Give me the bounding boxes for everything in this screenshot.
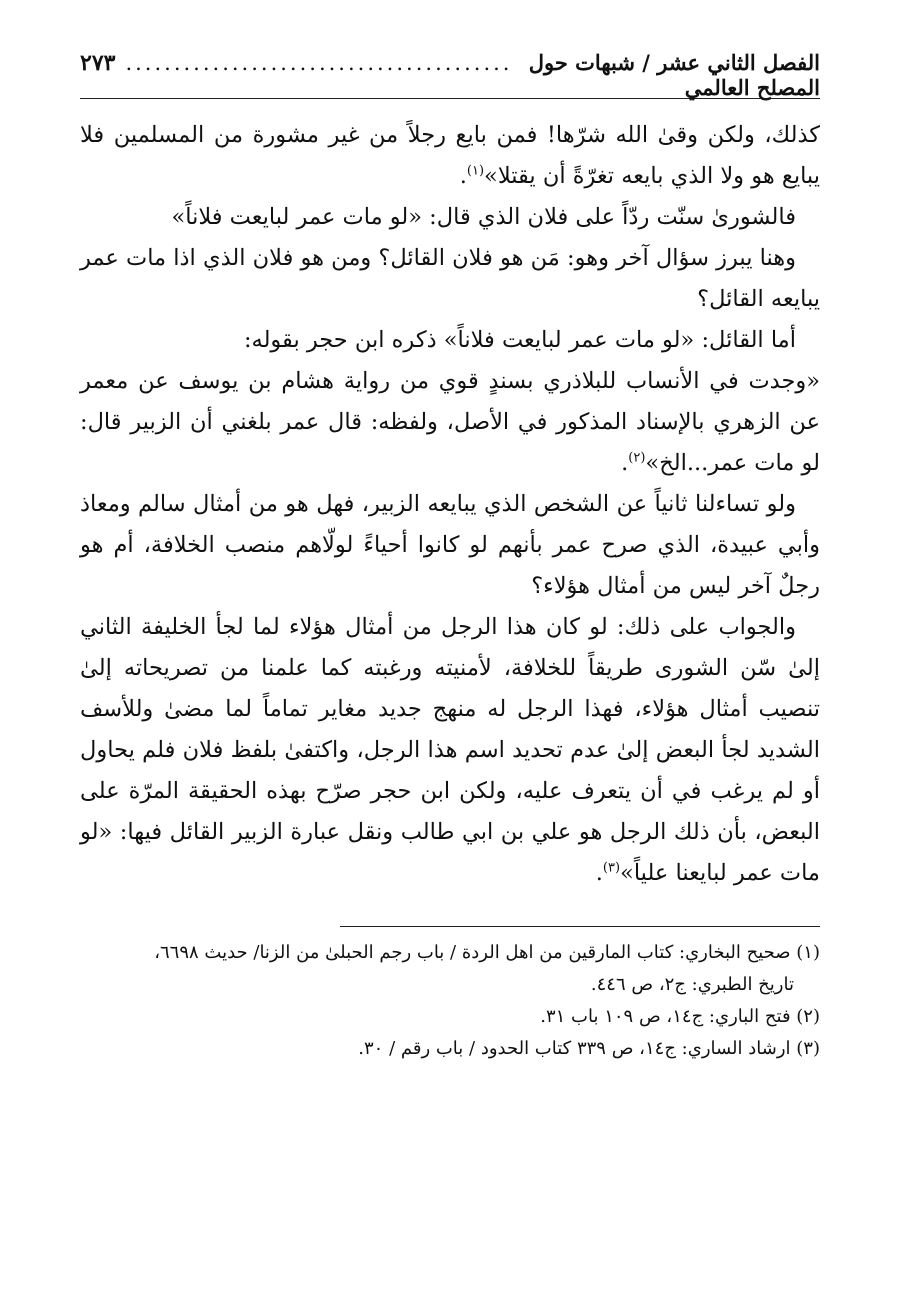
footnote-ref: (٣) xyxy=(602,860,621,876)
paragraph-text: ولو تساءلنا ثانياً عن الشخص الذي يبايعه الزبير، فهل هو من أمثال سالم ومعاذ وأبي عبيدة، الذي صرح عمر بأنهم لو كانوا أحياءً لولّاهم منصب الخلافة، أم هو رجلٌ آخر ليس من أمثال هؤلاء؟ xyxy=(80,491,820,599)
paragraph xyxy=(80,607,820,894)
paragraph-text: فالشورىٰ سنّت ردّاً على فلان الذي قال: «لو مات عمر لبايعت فلاناً» xyxy=(171,204,796,230)
paragraph-text: «وجدت في الأنساب للبلاذري بسندٍ قوي من رواية هشام بن يوسف عن معمر عن الزهري بالإسناد المذكور في الأصل، ولفظه: قال عمر بلغني أن الزبير قال: لو مات عمر...الخ» xyxy=(80,368,820,476)
body-text xyxy=(80,115,820,894)
paragraph-text: والجواب على ذلك: لو كان هذا الرجل من أمثال هؤلاء لما لجأ الخليفة الثاني إلىٰ سّن الشورى طريقاً للخلافة، لأمنيته ورغبته كما علمنا من تصريحاته إلىٰ تنصيب أمثال هؤلاء، فهذا الرجل له منهج جديد مغاير تماماً لما مضىٰ وللأسف الشديد لجأ البعض إلىٰ عدم تحديد اسم هذا الرجل، واكتفىٰ بلفظ فلان فلم يحاول أو لم يرغب في أن يتعرف عليه، ولكن ابن حجر صرّح بهذه الحقيقة المرّة على البعض، بأن ذلك الرجل هو علي بن ابي طالب ونقل عبارة الزبير القائل فيها: «لو مات عمر لبايعنا علياً» xyxy=(80,614,820,886)
leader-dots: ........................................ xyxy=(125,51,513,75)
paragraph xyxy=(80,238,820,320)
footnote-ref: (٢) xyxy=(628,450,646,466)
paragraph-tail: . xyxy=(621,450,629,476)
footnote-3: (٣) ارشاد الساري: ج١٤، ص ٣٣٩ كتاب الحدود / باب رقم / ٣٠. xyxy=(358,1038,820,1059)
paragraph xyxy=(80,484,820,607)
paragraph-tail: . xyxy=(459,163,467,189)
footnote-divider xyxy=(340,926,820,927)
footnote-2: (٢) فتح الباري: ج١٤، ص ١٠٩ باب ٣١. xyxy=(540,1006,820,1027)
paragraph xyxy=(80,197,820,238)
book-page xyxy=(80,50,820,1065)
paragraph-text: أما القائل: «لو مات عمر لبايعت فلاناً» ذكره ابن حجر بقوله: xyxy=(243,327,796,353)
paragraph xyxy=(80,361,820,484)
running-header xyxy=(80,50,820,99)
page-number: ٢٧٣ xyxy=(80,50,116,76)
chapter-title: الفصل الثاني عشر / شبهات حول المصلح العالمي xyxy=(528,50,820,100)
footnote-1-continuation: تاريخ الطبري: ج٢، ص ٤٤٦. xyxy=(590,974,794,995)
footnotes xyxy=(80,937,820,1065)
paragraph-text: كذلك، ولكن وقىٰ الله شرّها! فمن بايع رجلاً من غير مشورة من المسلمين فلا يبايع هو ولا الذي بايعه تغرّةً أن يقتلا» xyxy=(80,122,820,189)
paragraph-text: وهنا يبرز سؤال آخر وهو: مَن هو فلان القائل؟ ومن هو فلان الذي اذا مات عمر يبايعه القائل؟ xyxy=(80,245,820,312)
paragraph xyxy=(80,320,820,361)
paragraph xyxy=(80,115,820,197)
footnote-1: (١) صحيح البخاري: كتاب المارقين من اهل الردة / باب رجم الحبلىٰ من الزنا/ حديث ٦٦٩٨، xyxy=(154,942,820,963)
footnote-ref: (١) xyxy=(466,163,485,179)
paragraph-tail: . xyxy=(595,860,603,886)
